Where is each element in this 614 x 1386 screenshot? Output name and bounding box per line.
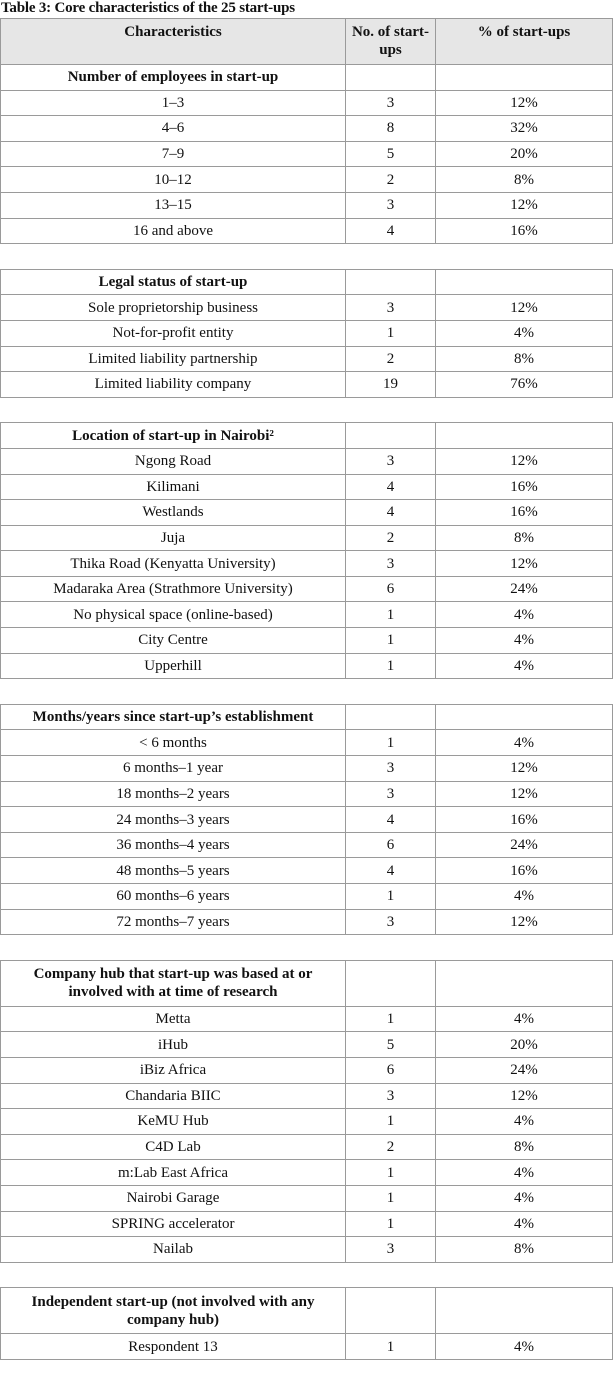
row-label: 16 and above (1, 218, 346, 244)
row-percent: 4% (436, 602, 613, 628)
empty-cell (346, 269, 436, 295)
spacer-row (1, 244, 613, 270)
row-count: 1 (346, 320, 436, 346)
section-heading: Independent start-up (not involved with any company hub) (1, 1288, 346, 1334)
row-label: C4D Lab (1, 1134, 346, 1160)
row-percent: 4% (436, 1185, 613, 1211)
row-label: Westlands (1, 500, 346, 526)
row-percent: 12% (436, 448, 613, 474)
row-percent: 8% (436, 1237, 613, 1263)
row-count: 3 (346, 295, 436, 321)
row-count: 6 (346, 1057, 436, 1083)
row-percent: 4% (436, 1334, 613, 1360)
row-label: Respondent 13 (1, 1334, 346, 1360)
table-row (1, 1006, 613, 1032)
row-count: 4 (346, 858, 436, 884)
table-row (1, 448, 613, 474)
row-percent: 8% (436, 525, 613, 551)
section-heading-row (1, 704, 613, 730)
row-label: 1–3 (1, 90, 346, 116)
row-count: 1 (346, 1109, 436, 1135)
row-percent: 8% (436, 1134, 613, 1160)
row-label: Kilimani (1, 474, 346, 500)
table-row (1, 500, 613, 526)
row-percent: 32% (436, 116, 613, 142)
row-label: 24 months–3 years (1, 807, 346, 833)
table-row (1, 1185, 613, 1211)
row-label: Nailab (1, 1237, 346, 1263)
table-row (1, 1134, 613, 1160)
row-percent: 16% (436, 858, 613, 884)
row-count: 3 (346, 551, 436, 577)
row-count: 4 (346, 474, 436, 500)
empty-cell (346, 65, 436, 91)
spacer-row (1, 679, 613, 705)
section-heading-row (1, 269, 613, 295)
spacer-row (1, 1262, 613, 1288)
empty-cell (436, 423, 613, 449)
spacer-row (1, 935, 613, 961)
row-percent: 24% (436, 1057, 613, 1083)
row-label: 4–6 (1, 116, 346, 142)
row-percent: 4% (436, 1211, 613, 1237)
section-heading-row (1, 1288, 613, 1334)
table-title: Table 3: Core characteristics of the 25 start-ups (1, 0, 295, 16)
row-percent: 12% (436, 756, 613, 782)
row-count: 5 (346, 141, 436, 167)
empty-cell (436, 269, 613, 295)
row-label: City Centre (1, 628, 346, 654)
row-percent: 4% (436, 628, 613, 654)
table-row (1, 884, 613, 910)
table-row (1, 909, 613, 935)
row-label: 7–9 (1, 141, 346, 167)
row-label: Sole proprietorship business (1, 295, 346, 321)
row-count: 1 (346, 1211, 436, 1237)
row-count: 2 (346, 525, 436, 551)
empty-cell (436, 1288, 613, 1334)
table-row (1, 1237, 613, 1263)
empty-cell (436, 704, 613, 730)
spacer-row (1, 397, 613, 423)
header-row (1, 19, 613, 65)
row-label: Limited liability partnership (1, 346, 346, 372)
row-label: 13–15 (1, 192, 346, 218)
row-percent: 24% (436, 576, 613, 602)
row-percent: 12% (436, 90, 613, 116)
table-row (1, 653, 613, 679)
table-row (1, 1032, 613, 1058)
row-percent: 12% (436, 192, 613, 218)
table-row (1, 320, 613, 346)
section-heading: Legal status of start-up (1, 269, 346, 295)
spacer-cell (1, 244, 613, 270)
row-percent: 12% (436, 781, 613, 807)
row-percent: 76% (436, 372, 613, 398)
row-label: 60 months–6 years (1, 884, 346, 910)
row-count: 4 (346, 807, 436, 833)
section-heading-row (1, 65, 613, 91)
row-count: 3 (346, 756, 436, 782)
section-heading: Months/years since start-up’s establishment (1, 704, 346, 730)
row-count: 1 (346, 628, 436, 654)
empty-cell (346, 423, 436, 449)
table-row (1, 141, 613, 167)
row-count: 3 (346, 781, 436, 807)
row-label: 6 months–1 year (1, 756, 346, 782)
row-label: Limited liability company (1, 372, 346, 398)
spacer-cell (1, 679, 613, 705)
row-label: 18 months–2 years (1, 781, 346, 807)
empty-cell (346, 960, 436, 1006)
table-row (1, 192, 613, 218)
row-label: KeMU Hub (1, 1109, 346, 1135)
table-row (1, 576, 613, 602)
row-count: 2 (346, 167, 436, 193)
row-label: iHub (1, 1032, 346, 1058)
row-label: Upperhill (1, 653, 346, 679)
row-label: Metta (1, 1006, 346, 1032)
row-count: 19 (346, 372, 436, 398)
table-row (1, 1083, 613, 1109)
row-count: 2 (346, 1134, 436, 1160)
table-row (1, 602, 613, 628)
section-heading: Number of employees in start-up (1, 65, 346, 91)
row-label: 72 months–7 years (1, 909, 346, 935)
header-percent: % of start-ups (436, 19, 613, 65)
row-label: Juja (1, 525, 346, 551)
spacer-cell (1, 935, 613, 961)
row-label: < 6 months (1, 730, 346, 756)
row-count: 1 (346, 730, 436, 756)
table-row (1, 1109, 613, 1135)
row-label: iBiz Africa (1, 1057, 346, 1083)
row-count: 3 (346, 448, 436, 474)
spacer-cell (1, 1262, 613, 1288)
row-percent: 16% (436, 474, 613, 500)
row-count: 1 (346, 1006, 436, 1032)
table-row (1, 525, 613, 551)
row-label: 48 months–5 years (1, 858, 346, 884)
table-row (1, 167, 613, 193)
row-percent: 12% (436, 295, 613, 321)
row-percent: 20% (436, 1032, 613, 1058)
empty-cell (436, 65, 613, 91)
row-count: 8 (346, 116, 436, 142)
characteristics-table (0, 18, 613, 1360)
row-percent: 12% (436, 1083, 613, 1109)
row-count: 5 (346, 1032, 436, 1058)
row-count: 1 (346, 1334, 436, 1360)
row-count: 4 (346, 500, 436, 526)
row-percent: 16% (436, 500, 613, 526)
table-row (1, 781, 613, 807)
row-percent: 4% (436, 320, 613, 346)
empty-cell (346, 1288, 436, 1334)
table-row (1, 1057, 613, 1083)
row-percent: 8% (436, 167, 613, 193)
table-row (1, 1160, 613, 1186)
row-percent: 4% (436, 1160, 613, 1186)
table-row (1, 346, 613, 372)
row-label: Not-for-profit entity (1, 320, 346, 346)
row-label: SPRING accelerator (1, 1211, 346, 1237)
section-heading: Location of start-up in Nairobi² (1, 423, 346, 449)
row-count: 6 (346, 576, 436, 602)
section-heading: Company hub that start-up was based at or involved with at time of research (1, 960, 346, 1006)
row-percent: 20% (436, 141, 613, 167)
row-count: 1 (346, 602, 436, 628)
empty-cell (436, 960, 613, 1006)
row-label: Thika Road (Kenyatta University) (1, 551, 346, 577)
row-percent: 16% (436, 218, 613, 244)
row-percent: 4% (436, 884, 613, 910)
row-label: Ngong Road (1, 448, 346, 474)
row-count: 1 (346, 1160, 436, 1186)
row-label: Madaraka Area (Strathmore University) (1, 576, 346, 602)
row-count: 3 (346, 1237, 436, 1263)
row-label: Nairobi Garage (1, 1185, 346, 1211)
table-row (1, 858, 613, 884)
row-percent: 16% (436, 807, 613, 833)
table-row (1, 1211, 613, 1237)
header-characteristics: Characteristics (1, 19, 346, 65)
table-row (1, 295, 613, 321)
row-percent: 4% (436, 653, 613, 679)
empty-cell (346, 704, 436, 730)
table-row (1, 730, 613, 756)
row-percent: 4% (436, 1109, 613, 1135)
row-count: 1 (346, 1185, 436, 1211)
table-row (1, 90, 613, 116)
row-percent: 12% (436, 551, 613, 577)
table-row (1, 807, 613, 833)
row-label: 10–12 (1, 167, 346, 193)
header-count: No. of start-ups (346, 19, 436, 65)
row-percent: 4% (436, 730, 613, 756)
table-row (1, 474, 613, 500)
section-heading-row (1, 960, 613, 1006)
table-row (1, 1334, 613, 1360)
row-count: 3 (346, 1083, 436, 1109)
row-percent: 4% (436, 1006, 613, 1032)
row-count: 4 (346, 218, 436, 244)
row-count: 1 (346, 884, 436, 910)
row-count: 6 (346, 832, 436, 858)
row-label: 36 months–4 years (1, 832, 346, 858)
spacer-cell (1, 397, 613, 423)
table-row (1, 756, 613, 782)
section-heading-row (1, 423, 613, 449)
row-percent: 24% (436, 832, 613, 858)
table-row (1, 628, 613, 654)
row-count: 3 (346, 90, 436, 116)
row-label: Chandaria BIIC (1, 1083, 346, 1109)
table-row (1, 372, 613, 398)
row-label: m:Lab East Africa (1, 1160, 346, 1186)
table-row (1, 218, 613, 244)
row-percent: 12% (436, 909, 613, 935)
table-row (1, 116, 613, 142)
table-row (1, 832, 613, 858)
row-label: No physical space (online-based) (1, 602, 346, 628)
row-count: 2 (346, 346, 436, 372)
row-count: 1 (346, 653, 436, 679)
row-count: 3 (346, 909, 436, 935)
row-count: 3 (346, 192, 436, 218)
row-percent: 8% (436, 346, 613, 372)
table-row (1, 551, 613, 577)
